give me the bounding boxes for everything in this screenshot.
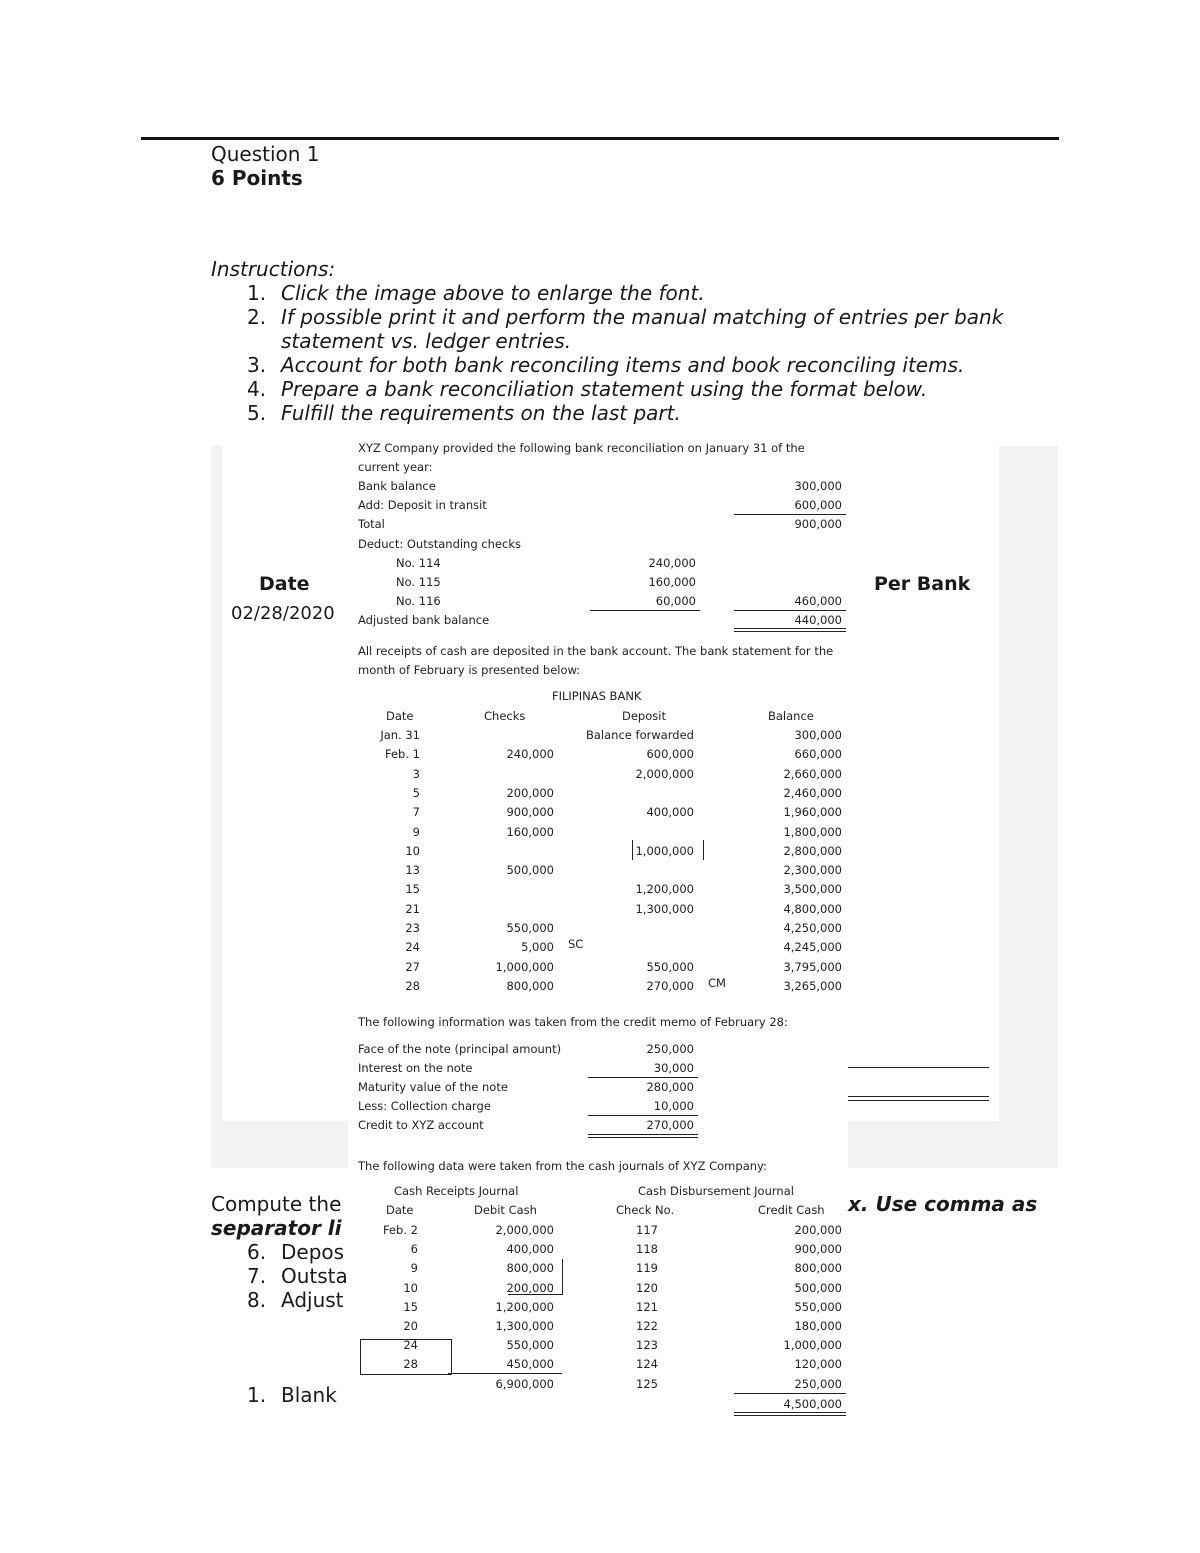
cdj-check-no: 121 [636,1299,658,1314]
cdj-amount: 800,000 [794,1261,842,1276]
cdj-header-check: Check No. [616,1203,675,1217]
stmt-checks: 900,000 [506,805,554,820]
blank-item[interactable]: 1. Blank [247,1383,337,1407]
stmt-balance: 1,960,000 [783,805,842,820]
stmt-date: 10 [405,843,420,858]
question-title: Question 1 [211,142,320,166]
question-points: 6 Points [211,166,303,190]
cdj-title: Cash Disbursement Journal [638,1184,794,1198]
stmt-balance: 300,000 [794,728,842,742]
cdj-header-credit: Credit Cash [758,1203,825,1217]
stmt-date: 5 [412,785,420,800]
stmt-deposit: 550,000 [646,959,694,974]
stmt-deposit: 400,000 [646,805,694,820]
statement-intro: month of February is presented below: [358,663,581,677]
stmt-date: 9 [412,824,420,839]
instructions-heading: Instructions: [211,257,336,281]
crj-header-debit: Debit Cash [474,1203,537,1217]
stmt-deposit: 1,200,000 [635,882,694,897]
col-header-date: Date [386,709,414,723]
answer-double-line [848,1100,989,1101]
stmt-deposit: 2,000,000 [635,766,694,781]
memo-value: 10,000 [653,1099,694,1113]
cdj-amount: 550,000 [794,1299,842,1314]
memo-label: Less: Collection charge [358,1099,491,1113]
outstanding-checks-label: Deduct: Outstanding checks [358,537,521,551]
answer-double-line [848,1096,989,1097]
crj-date: 20 [403,1319,418,1333]
memo-label: Interest on the note [358,1061,473,1075]
instruction-item: 1. Click the image above to enlarge the font. [247,281,705,305]
cdj-check-no: 124 [636,1357,658,1372]
crj-amount: 1,200,000 [495,1299,554,1314]
recon-intro: XYZ Company provided the following bank reconciliation on January 31 of the [358,441,805,455]
cdj-check-no: 122 [636,1319,658,1333]
cdj-amount: 180,000 [794,1319,842,1333]
cdj-amount: 500,000 [794,1280,842,1295]
bank-balance-label: Bank balance [358,479,436,493]
check-amount: 240,000 [648,556,696,570]
crj-date: Feb. 2 [383,1223,418,1237]
stmt-date: 21 [405,901,420,916]
crj-date: 9 [410,1261,418,1276]
memo-value: 30,000 [653,1061,694,1075]
journals-intro: The following data were taken from the cash journals of XYZ Company: [358,1159,767,1173]
stmt-balance: 3,265,000 [783,978,842,993]
stmt-balance: 4,250,000 [783,921,842,935]
check-no: No. 114 [396,556,441,570]
cdj-amount: 200,000 [794,1223,842,1237]
stmt-deposit: Balance forwarded [586,728,694,742]
requirement-item: 7. Outsta [247,1264,348,1288]
memo-label: Credit to XYZ account [358,1118,484,1132]
cdj-amount: 250,000 [794,1376,842,1391]
cdj-amount: 120,000 [794,1357,842,1372]
cdj-check-no: 117 [636,1223,658,1237]
memo-label: Maturity value of the note [358,1080,508,1094]
stmt-date: Jan. 31 [380,728,420,742]
recon-intro: current year: [358,460,433,474]
instruction-item: 4. Prepare a bank reconciliation statement using the format below. [247,377,928,401]
stmt-date: 13 [405,863,420,878]
stmt-checks: 800,000 [506,978,554,993]
crj-amount: 450,000 [506,1357,554,1372]
crj-amount: 550,000 [506,1338,554,1353]
check-amount: 60,000 [655,594,696,608]
crj-title: Cash Receipts Journal [394,1184,519,1198]
stmt-balance: 4,800,000 [783,901,842,916]
service-charge-tag: SC [568,937,584,951]
stmt-checks: 240,000 [506,747,554,762]
total-label: Total [358,517,385,531]
outstanding-total: 460,000 [794,594,842,608]
requirement-item: 8. Adjust [247,1288,344,1312]
crj-amount: 400,000 [506,1242,554,1257]
col-header-balance: Balance [768,709,814,723]
stmt-balance: 2,460,000 [783,785,842,800]
per-bank-label: Per Bank [874,573,971,595]
stmt-date: 3 [412,766,420,781]
separator-text: separator li [211,1216,342,1240]
cdj-check-no: 123 [636,1338,658,1353]
stmt-checks: 5,000 [521,940,554,955]
comma-instruction: x. Use comma as [848,1192,1038,1216]
crj-date: 10 [403,1280,418,1295]
adjusted-balance-label: Adjusted bank balance [358,613,490,627]
answer-line [848,1067,989,1068]
stmt-balance: 3,795,000 [783,959,842,974]
requirements-list [247,1240,348,1312]
col-header-deposit: Deposit [622,709,666,723]
highlight-box [632,840,704,860]
stmt-date: 15 [405,882,420,897]
stmt-date: 23 [405,921,420,935]
bank-balance-value: 300,000 [794,479,842,493]
stmt-deposit: 270,000 [646,978,694,993]
compute-text: Compute the [211,1192,342,1216]
cdj-check-no: 125 [636,1376,658,1391]
crj-date: 24 [403,1338,418,1353]
stmt-balance: 660,000 [794,747,842,762]
selection-box [508,1259,563,1295]
stmt-checks: 160,000 [506,824,554,839]
stmt-checks: 500,000 [506,863,554,878]
memo-value: 270,000 [646,1118,694,1132]
crj-total: 6,900,000 [495,1377,554,1391]
top-rule [141,137,1059,140]
instruction-item: 2. If possible print it and perform the manual matching of entries per bank statement vs. ledger entries. [247,305,1004,353]
check-no: No. 116 [396,594,441,608]
stmt-balance: 1,800,000 [783,824,842,839]
credit-memo-tag: CM [708,976,726,990]
cdj-amount: 900,000 [794,1242,842,1257]
crj-amount: 800,000 [506,1261,554,1276]
stmt-deposit: 1,300,000 [635,901,694,916]
memo-label: Face of the note (principal amount) [358,1042,562,1056]
stmt-checks: 1,000,000 [495,959,554,974]
deposit-in-transit-value: 600,000 [794,498,842,512]
check-amount: 160,000 [648,575,696,589]
cdj-check-no: 119 [636,1261,658,1276]
adjusted-balance-value: 440,000 [794,613,842,627]
stmt-balance: 2,300,000 [783,863,842,878]
stmt-balance: 3,500,000 [783,882,842,897]
stmt-date: Feb. 1 [385,747,420,762]
stmt-deposit: 600,000 [646,747,694,762]
statement-intro: All receipts of cash are deposited in the bank account. The bank statement for the [358,644,834,658]
memo-value: 280,000 [646,1080,694,1094]
cdj-check-no: 120 [636,1280,658,1295]
stmt-date: 24 [405,940,420,955]
crj-amount: 1,300,000 [495,1319,554,1333]
stmt-date: 27 [405,959,420,974]
stmt-checks: 200,000 [506,785,554,800]
instruction-item: 3. Account for both bank reconciling items and book reconciling items. [247,353,965,377]
stmt-date: 28 [405,978,420,993]
stmt-balance: 4,245,000 [783,940,842,955]
crj-amount: 2,000,000 [495,1223,554,1237]
requirement-item: 6. Depos [247,1240,345,1264]
cdj-total: 4,500,000 [783,1397,842,1411]
date-value: 02/28/2020 [231,603,335,624]
stmt-deposit: 1,000,000 [635,843,694,858]
date-label: Date [259,573,310,595]
stmt-checks: 550,000 [506,921,554,935]
cdj-amount: 1,000,000 [783,1338,842,1353]
instruction-item: 5. Fulfill the requirements on the last part. [247,401,681,425]
stmt-balance: 2,660,000 [783,766,842,781]
total-value: 900,000 [794,517,842,531]
selection-box [360,1339,452,1375]
stmt-balance: 2,800,000 [783,843,842,858]
cdj-check-no: 118 [636,1242,658,1257]
crj-date: 6 [410,1242,418,1257]
memo-value: 250,000 [646,1042,694,1056]
check-no: No. 115 [396,575,441,589]
instructions-list [247,281,1047,425]
col-header-checks: Checks [484,709,526,723]
crj-date: 28 [403,1357,418,1372]
deposit-in-transit-label: Add: Deposit in transit [358,498,487,512]
crj-header-date: Date [386,1203,414,1217]
crj-amount: 200,000 [506,1280,554,1295]
crj-date: 15 [403,1299,418,1314]
memo-intro: The following information was taken from the credit memo of February 28: [358,1015,788,1029]
stmt-date: 7 [412,805,420,820]
bank-name: FILIPINAS BANK [552,689,642,703]
